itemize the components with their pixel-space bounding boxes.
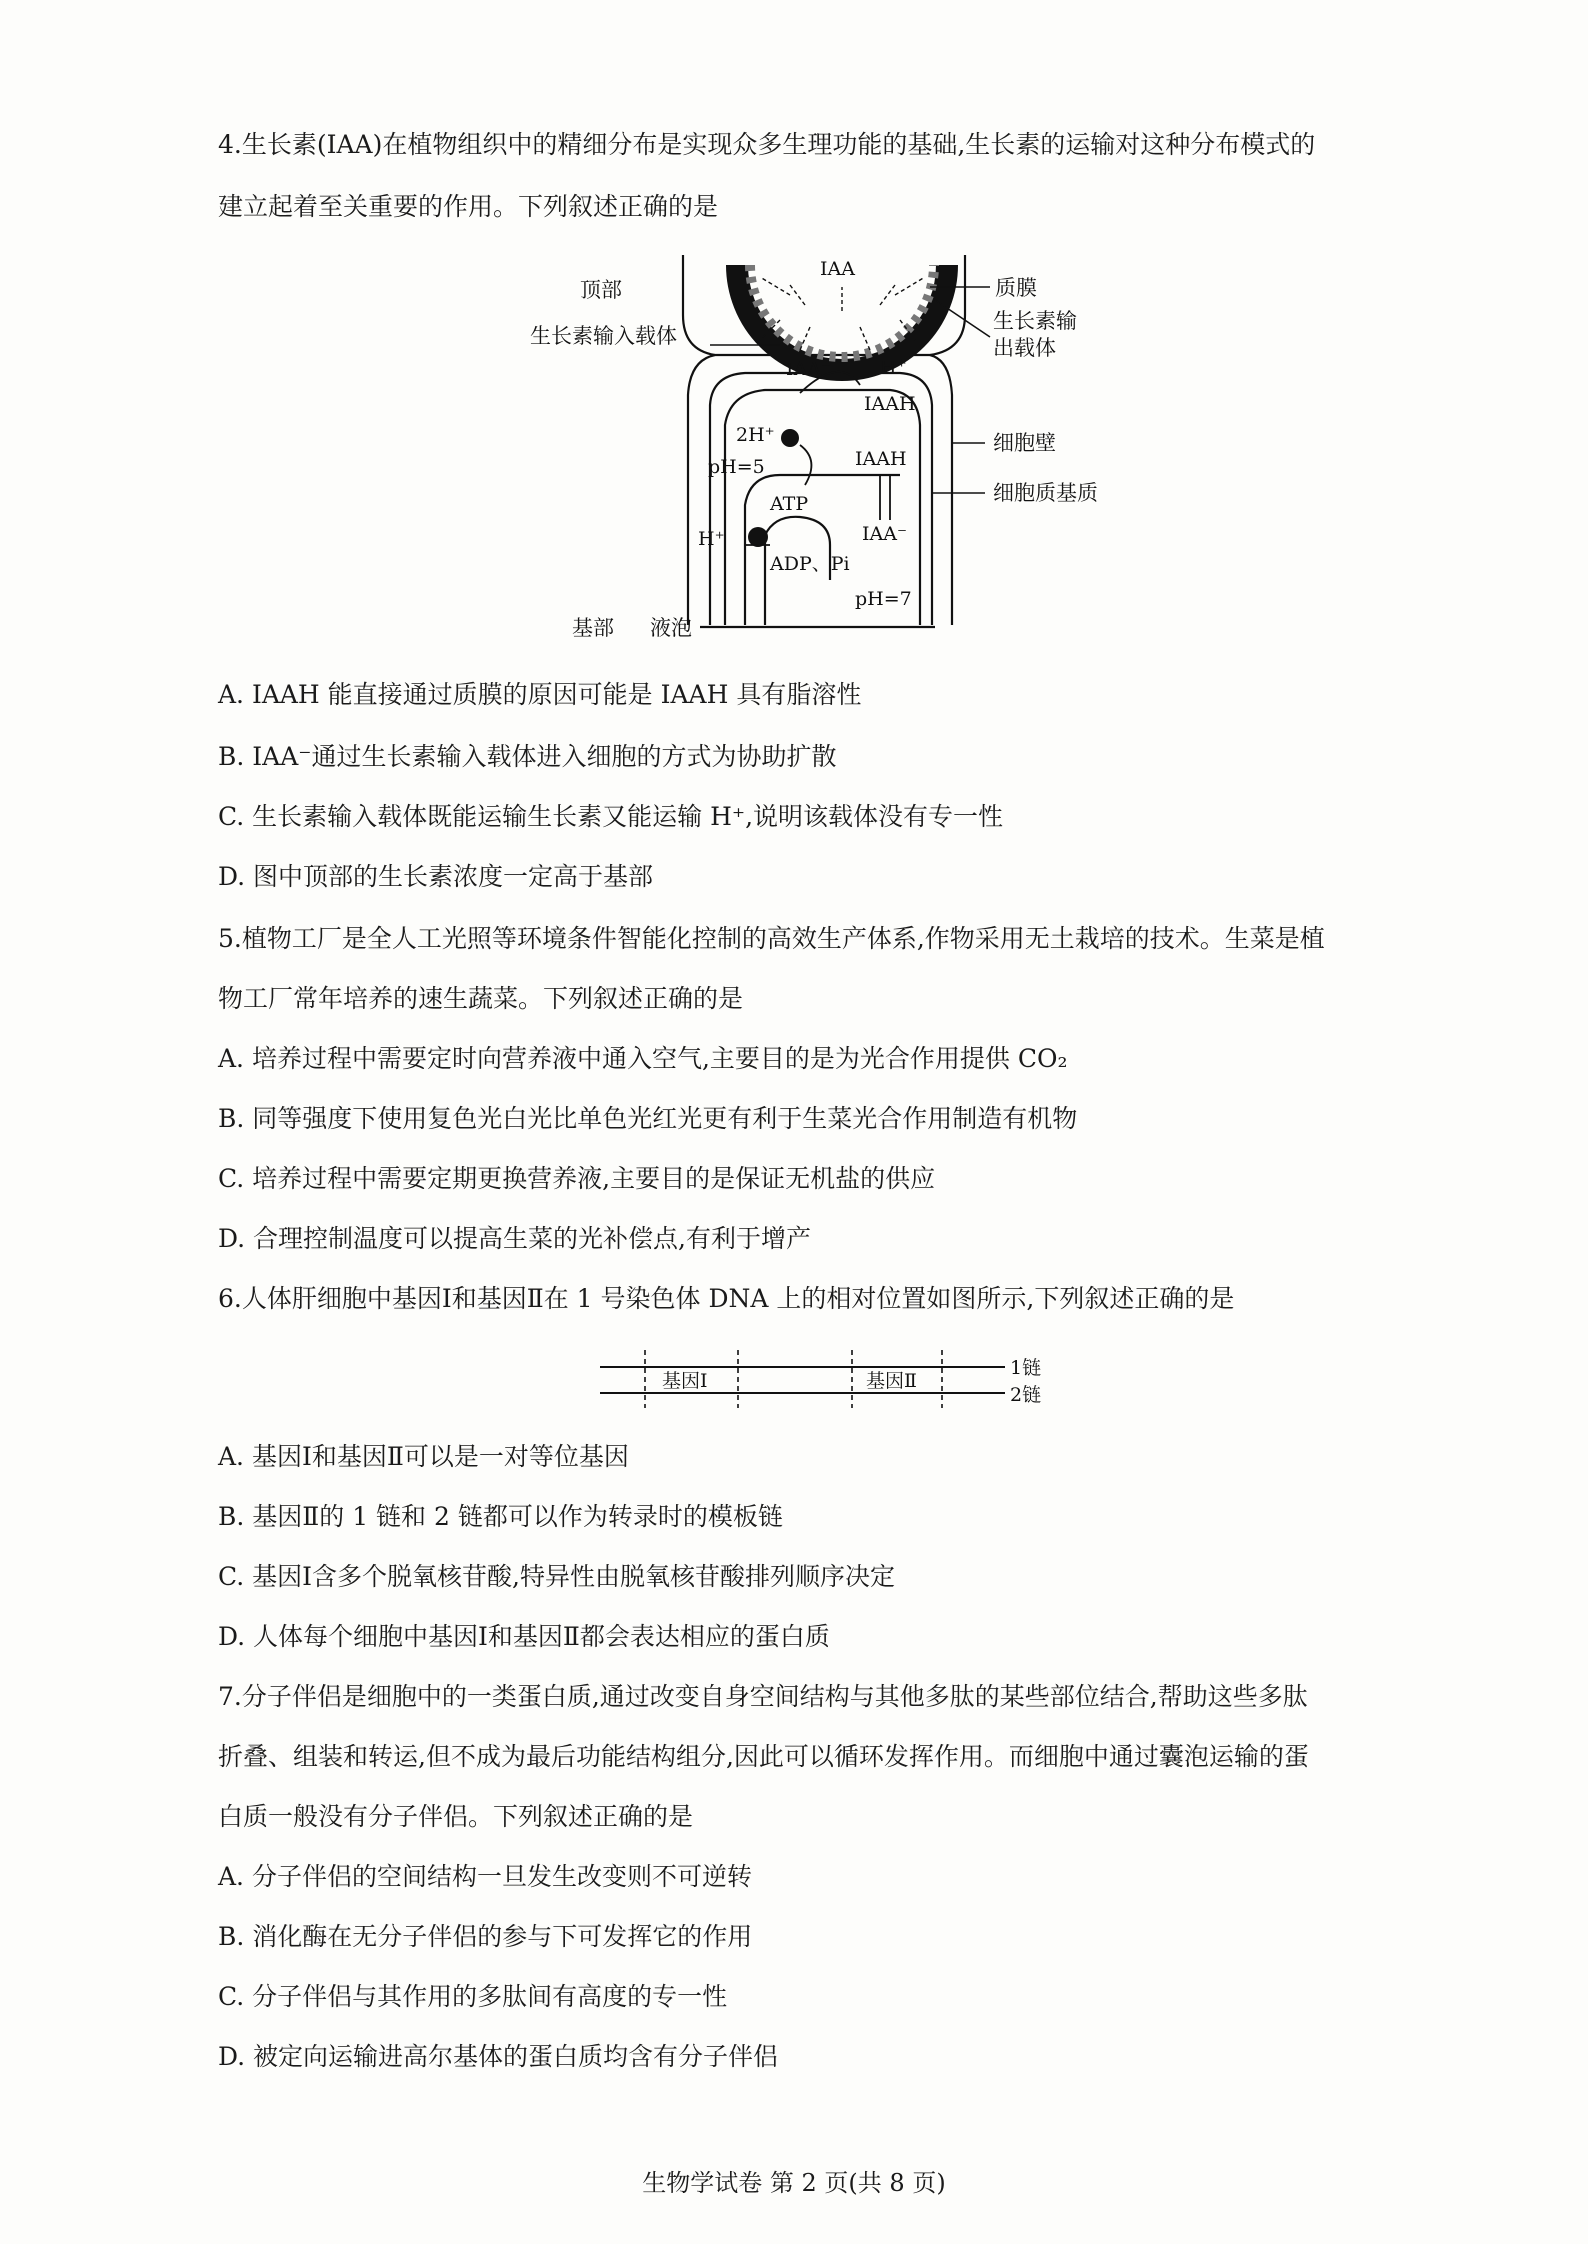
auxin-transport-diagram — [0, 245, 1588, 665]
label-iaah: IAAH — [864, 393, 916, 415]
label-matrix: 细胞质基质 — [993, 481, 1098, 505]
q4-option-b: B. IAA⁻通过生长素输入载体进入细胞的方式为协助扩散 — [218, 742, 837, 771]
q4-option-a: A. IAAH 能直接通过质膜的原因可能是 IAAH 具有脂溶性 — [218, 680, 862, 709]
strand-1-label: 1链 — [1010, 1357, 1042, 1379]
q7-stem-line1: 7.分子伴侣是细胞中的一类蛋白质,通过改变自身空间结构与其他多肽的某些部位结合,帮助这些多肽 — [218, 1682, 1308, 1711]
label-iaa-minus: IAA⁻ — [786, 358, 831, 380]
label-exporter-l2: 出载体 — [993, 336, 1056, 360]
label-ph7: pH=7 — [855, 588, 912, 610]
q4-option-c: C. 生长素输入载体既能运输生长素又能运输 H⁺,说明该载体没有专一性 — [218, 802, 1004, 831]
label-membrane: 质膜 — [995, 276, 1037, 300]
q5-stem-line2: 物工厂常年培养的速生蔬菜。下列叙述正确的是 — [218, 984, 744, 1013]
q7-option-b: B. 消化酶在无分子伴侣的参与下可发挥它的作用 — [218, 1922, 753, 1951]
q7-stem-line3: 白质一般没有分子伴侣。下列叙述正确的是 — [218, 1802, 694, 1831]
label-adp: ADP、Pi — [770, 553, 850, 575]
q6-option-d: D. 人体每个细胞中基因Ⅰ和基因Ⅱ都会表达相应的蛋白质 — [218, 1622, 830, 1651]
q5-option-c: C. 培养过程中需要定期更换营养液,主要目的是保证无机盐的供应 — [218, 1164, 936, 1193]
q6-option-a: A. 基因Ⅰ和基因Ⅱ可以是一对等位基因 — [218, 1442, 629, 1471]
label-2h: 2H⁺ — [736, 424, 775, 446]
q6-option-b: B. 基因Ⅱ的 1 链和 2 链都可以作为转录时的模板链 — [218, 1502, 783, 1531]
label-iaa: IAA — [820, 258, 855, 280]
label-atp: ATP — [770, 493, 809, 515]
gene-1-label: 基因Ⅰ — [662, 1370, 708, 1392]
q5-option-a: A. 培养过程中需要定时向营养液中通入空气,主要目的是为光合作用提供 CO₂ — [218, 1044, 1068, 1073]
q7-option-a: A. 分子伴侣的空间结构一旦发生改变则不可逆转 — [218, 1862, 752, 1891]
label-importer: 生长素输入载体 — [530, 324, 677, 348]
q5-stem-line1: 5.植物工厂是全人工光照等环境条件智能化控制的高效生产体系,作物采用无土栽培的技术。生菜是植 — [218, 924, 1325, 953]
q6-option-c: C. 基因Ⅰ含多个脱氧核苷酸,特异性由脱氧核苷酸排列顺序决定 — [218, 1562, 895, 1591]
strand-2-label: 2链 — [1010, 1384, 1042, 1406]
q7-stem-line2: 折叠、组装和转运,但不成为最后功能结构组分,因此可以循环发挥作用。而细胞中通过囊泡运输的蛋 — [218, 1742, 1309, 1771]
q5-option-d: D. 合理控制温度可以提高生菜的光补偿点,有利于增产 — [218, 1224, 811, 1253]
q5-option-b: B. 同等强度下使用复色光白光比单色光红光更有利于生菜光合作用制造有机物 — [218, 1104, 1078, 1133]
label-bottom: 基部 — [572, 616, 614, 640]
q4-stem-line1: 4.生长素(IAA)在植物组织中的精细分布是实现众多生理功能的基础,生长素的运输对这种分布模式的 — [218, 130, 1316, 159]
label-top: 顶部 — [580, 278, 622, 302]
gene-2-label: 基因Ⅱ — [866, 1370, 917, 1392]
dna-gene-diagram — [0, 1340, 1588, 1420]
q7-option-d: D. 被定向运输进高尔基体的蛋白质均含有分子伴侣 — [218, 2042, 779, 2071]
q7-option-c: C. 分子伴侣与其作用的多肽间有高度的专一性 — [218, 1982, 728, 2011]
q4-stem-line2: 建立起着至关重要的作用。下列叙述正确的是 — [218, 192, 719, 221]
label-vacuole: 液泡 — [650, 616, 692, 640]
label-h-plus: H⁺ — [880, 356, 907, 378]
page-footer: 生物学试卷 第 2 页(共 8 页) — [642, 2169, 946, 2197]
q4-option-d: D. 图中顶部的生长素浓度一定高于基部 — [218, 862, 654, 891]
label-wall: 细胞壁 — [993, 431, 1056, 455]
label-h-plus2: H⁺ — [698, 528, 725, 550]
label-ph5: pH=5 — [708, 456, 765, 478]
label-exporter-l1: 生长素输 — [993, 309, 1077, 333]
label-iaa-minus2: IAA⁻ — [862, 523, 907, 545]
label-iaah2: IAAH — [855, 448, 907, 470]
q6-stem: 6.人体肝细胞中基因Ⅰ和基因Ⅱ在 1 号染色体 DNA 上的相对位置如图所示,下列叙述正确的是 — [218, 1284, 1235, 1313]
